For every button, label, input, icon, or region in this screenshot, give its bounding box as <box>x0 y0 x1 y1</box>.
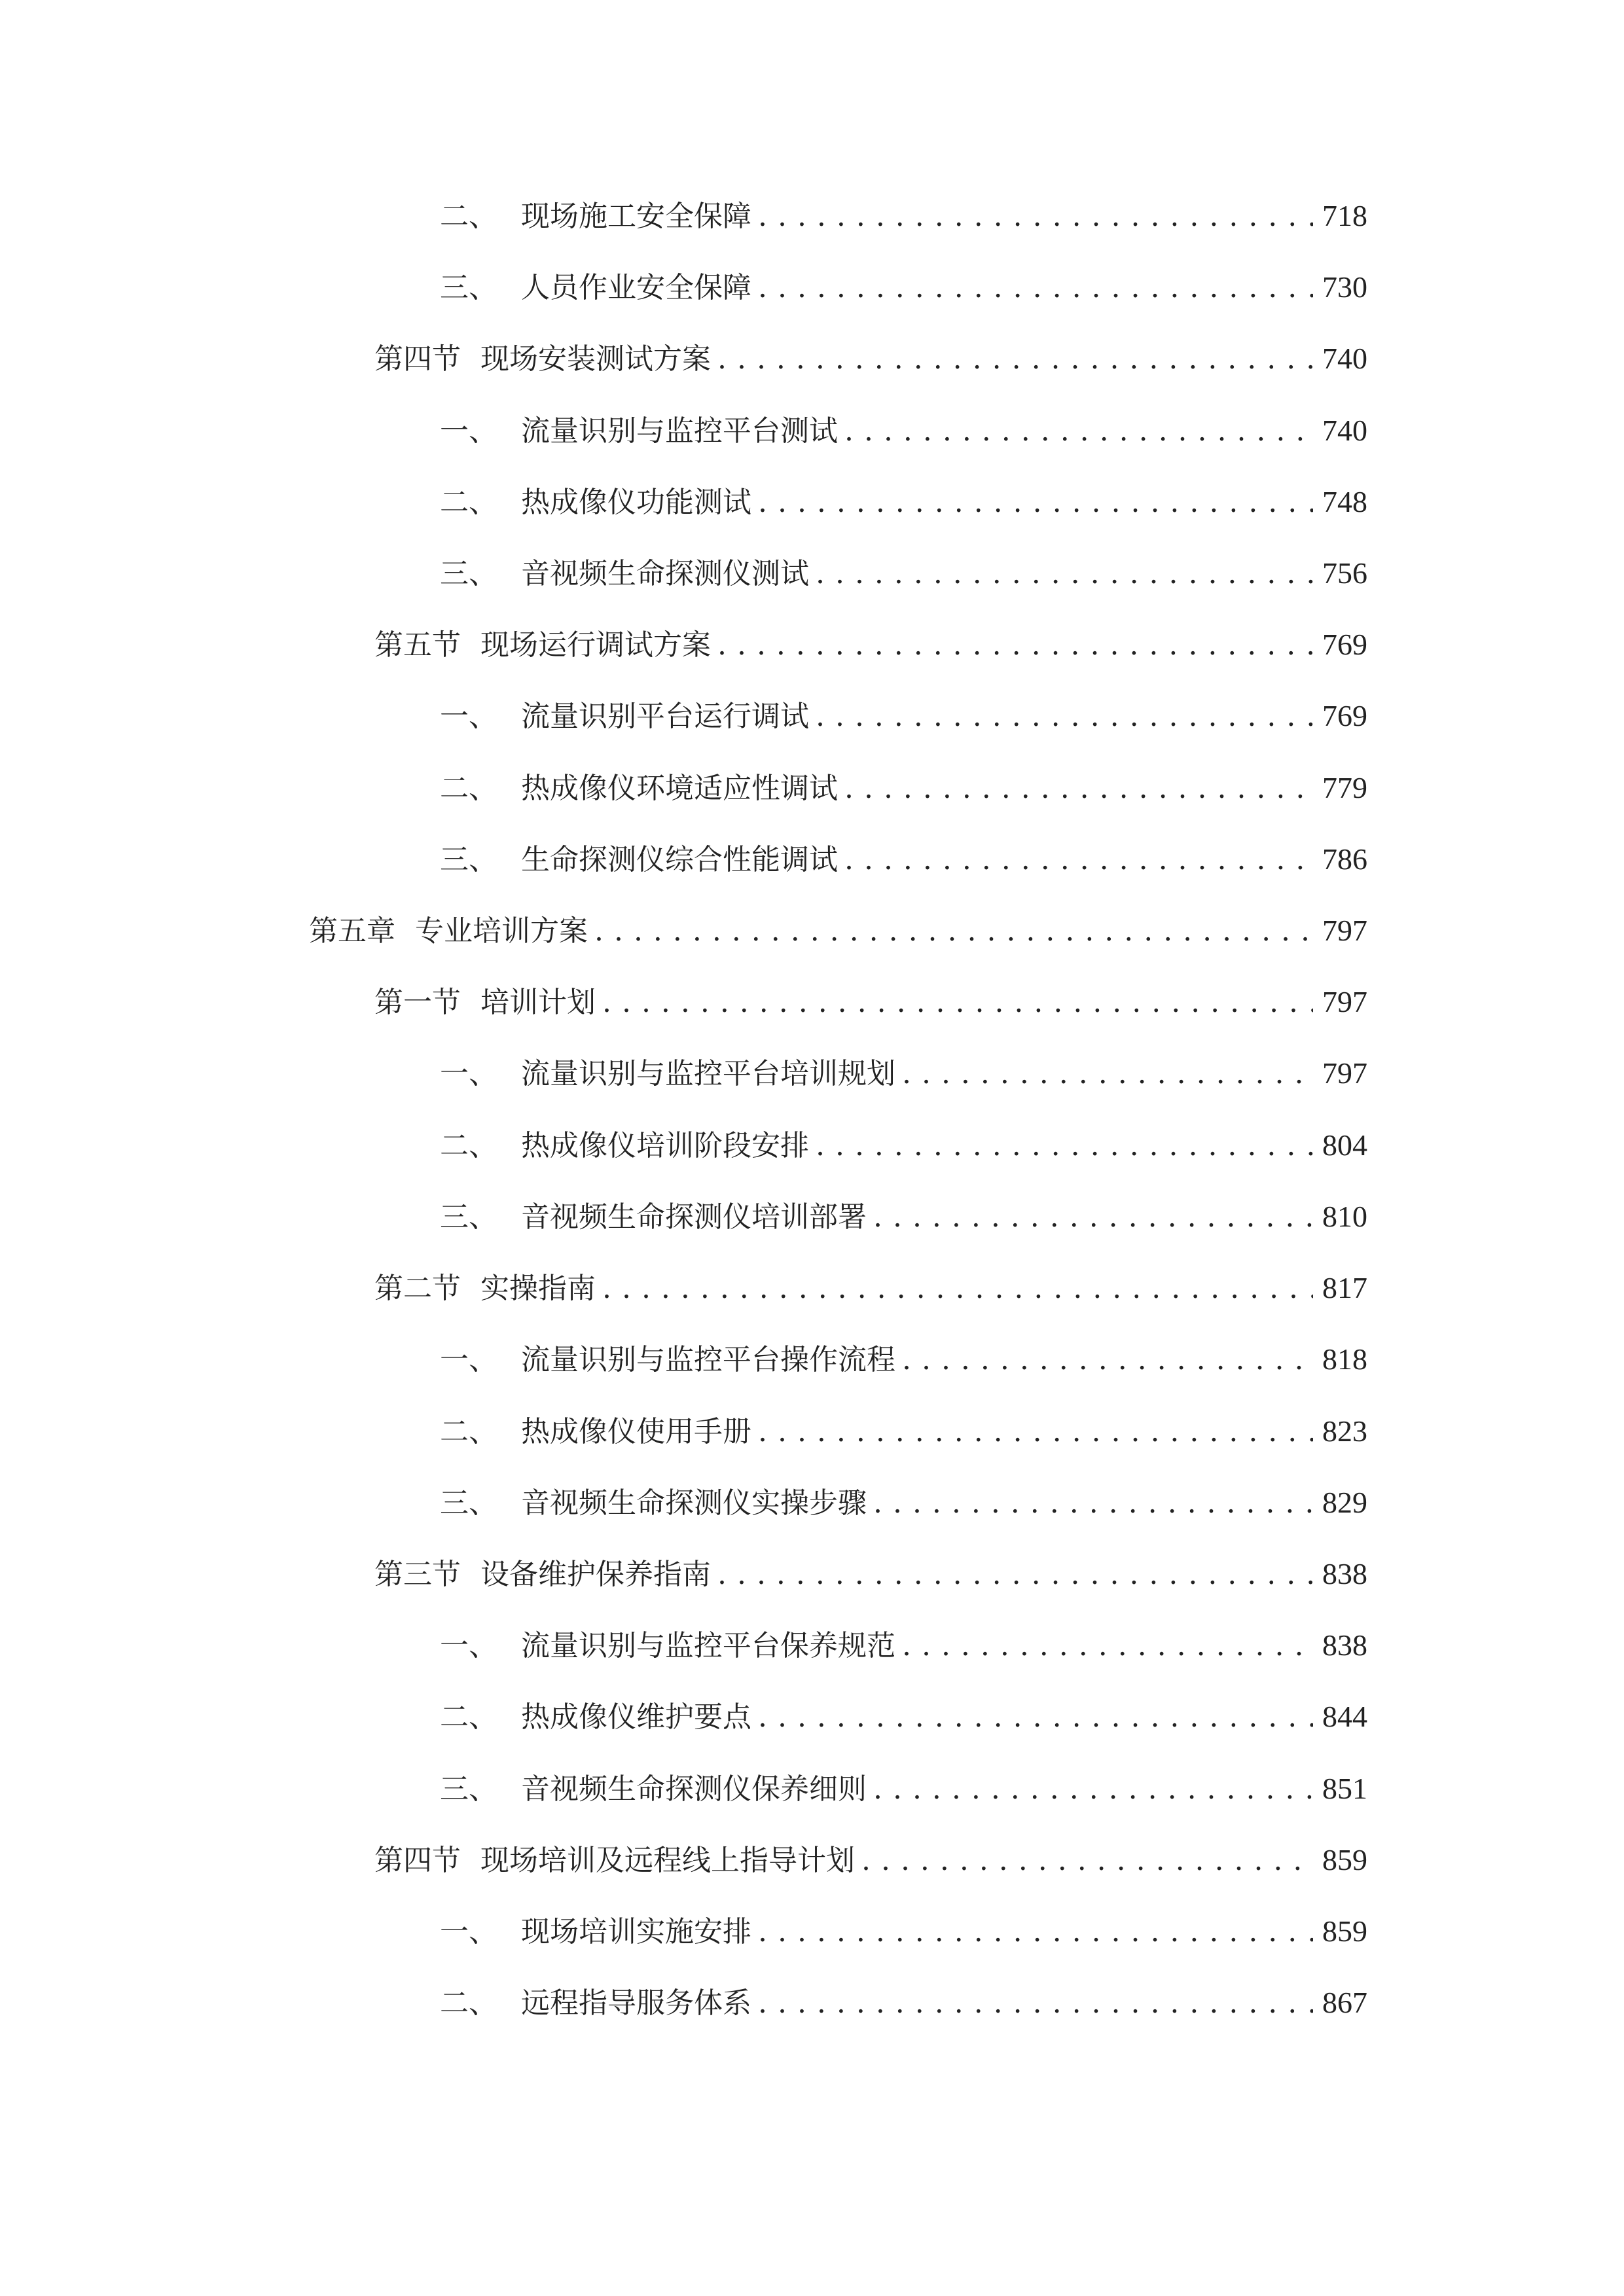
toc-entry-page: 797 <box>1322 1056 1367 1090</box>
toc-entry[interactable] <box>374 1554 1367 1594</box>
toc-entry-title: 热成像仪维护要点 <box>521 1700 751 1734</box>
dot-leader <box>873 1198 1313 1237</box>
toc-entry-page: 838 <box>1322 1557 1367 1590</box>
toc-entry-page: 756 <box>1322 556 1367 590</box>
toc-entry-number: 第三节 <box>374 1558 461 1591</box>
toc-entry-number: 三、 <box>440 1200 497 1234</box>
toc-entry[interactable] <box>374 1840 1367 1880</box>
toc-entry-number: 三、 <box>440 557 497 590</box>
dot-leader <box>816 1126 1313 1166</box>
toc-entry[interactable] <box>440 554 1367 593</box>
toc-entry-page: 829 <box>1322 1486 1367 1519</box>
toc-entry-title: 现场安装测试方案 <box>480 342 711 376</box>
toc-entry-title: 现场运行调试方案 <box>480 628 711 662</box>
dot-leader <box>758 1912 1313 1952</box>
toc-entry-title: 培训计划 <box>480 986 596 1019</box>
toc-entry-number: 三、 <box>440 271 497 304</box>
toc-entry-page: 851 <box>1322 1772 1367 1805</box>
toc-entry-page: 769 <box>1322 628 1367 661</box>
toc-entry-number: 二、 <box>440 1986 497 2020</box>
toc-entry-title: 热成像仪环境适应性调试 <box>521 772 838 805</box>
dot-leader <box>758 268 1313 308</box>
toc-entry-page: 797 <box>1322 985 1367 1018</box>
toc-entry-title: 热成像仪培训阶段安排 <box>521 1129 809 1162</box>
toc-entry-page: 823 <box>1322 1414 1367 1448</box>
toc-entry-page: 859 <box>1322 1843 1367 1876</box>
toc-entry-title: 热成像仪使用手册 <box>521 1415 751 1448</box>
dot-leader <box>844 769 1313 808</box>
dot-leader <box>758 1412 1313 1452</box>
dot-leader <box>602 1269 1313 1308</box>
toc-entry-number: 第五节 <box>374 628 461 662</box>
toc-entry-page: 769 <box>1322 699 1367 732</box>
dot-leader <box>902 1054 1313 1094</box>
toc-entry-page: 838 <box>1322 1628 1367 1662</box>
toc-entry-number: 一、 <box>440 1343 497 1376</box>
toc-entry-title: 专业培训方案 <box>415 914 588 948</box>
toc-entry-page: 740 <box>1322 342 1367 375</box>
toc-entry-title: 流量识别与监控平台测试 <box>521 414 838 448</box>
toc-entry[interactable] <box>440 1054 1367 1093</box>
toc-entry-number: 二、 <box>440 200 497 233</box>
toc-entry-page: 797 <box>1322 914 1367 947</box>
toc-entry[interactable] <box>440 482 1367 522</box>
toc-entry-number: 二、 <box>440 486 497 519</box>
toc-entry-title: 音视频生命探测仪保养细则 <box>521 1772 867 1806</box>
dot-leader <box>758 197 1313 236</box>
dot-leader <box>902 1626 1313 1666</box>
dot-leader <box>844 840 1313 880</box>
toc-entry-page: 859 <box>1322 1914 1367 1948</box>
toc-entry-title: 音视频生命探测仪培训部署 <box>521 1200 867 1234</box>
toc-entry-number: 二、 <box>440 772 497 805</box>
toc-entry[interactable] <box>440 1697 1367 1736</box>
toc-entry[interactable] <box>440 1769 1367 1808</box>
dot-leader <box>717 1555 1313 1594</box>
toc-entry[interactable] <box>440 268 1367 307</box>
toc-entry[interactable] <box>440 196 1367 236</box>
toc-entry-number: 二、 <box>440 1700 497 1734</box>
toc-entry-title: 现场培训实施安排 <box>521 1915 751 1948</box>
toc-entry-number: 第四节 <box>374 342 461 376</box>
toc-entry-title: 流量识别平台运行调试 <box>521 700 809 733</box>
toc-entry[interactable] <box>440 1912 1367 1951</box>
toc-entry-number: 一、 <box>440 1057 497 1090</box>
dot-leader <box>816 554 1313 594</box>
dot-leader <box>873 1484 1313 1523</box>
toc-entry-number: 一、 <box>440 414 497 448</box>
toc-entry-title: 流量识别与监控平台保养规范 <box>521 1629 895 1662</box>
dot-leader <box>861 1841 1313 1880</box>
toc-entry-number: 三、 <box>440 843 497 876</box>
toc-entry[interactable] <box>440 411 1367 450</box>
toc-entry-page: 844 <box>1322 1700 1367 1733</box>
toc-entry-number: 第一节 <box>374 986 461 1019</box>
dot-leader <box>717 340 1313 379</box>
toc-entry[interactable] <box>440 1340 1367 1379</box>
toc-entry-title: 生命探测仪综合性能调试 <box>521 843 838 876</box>
toc-entry[interactable] <box>309 911 1367 950</box>
toc-entry-page: 867 <box>1322 1986 1367 2019</box>
toc-entry-title: 热成像仪功能测试 <box>521 486 751 519</box>
toc-entry[interactable] <box>440 1483 1367 1522</box>
toc-entry-number: 一、 <box>440 1629 497 1662</box>
toc-entry-number: 三、 <box>440 1772 497 1806</box>
toc-entry-page: 818 <box>1322 1342 1367 1376</box>
toc-entry[interactable] <box>440 1412 1367 1451</box>
toc-entry-page: 740 <box>1322 414 1367 447</box>
toc-entry[interactable] <box>440 1626 1367 1665</box>
dot-leader <box>594 912 1313 951</box>
toc-entry-page: 786 <box>1322 842 1367 876</box>
toc-entry-page: 748 <box>1322 485 1367 518</box>
toc-entry-page: 718 <box>1322 199 1367 232</box>
toc-entry-number: 第四节 <box>374 1844 461 1877</box>
toc-entry-page: 817 <box>1322 1271 1367 1304</box>
toc-entry-page: 779 <box>1322 771 1367 804</box>
toc-entry[interactable] <box>440 1197 1367 1236</box>
toc-entry-title: 音视频生命探测仪实操步骤 <box>521 1486 867 1520</box>
dot-leader <box>758 1698 1313 1737</box>
toc-entry-number: 一、 <box>440 1915 497 1948</box>
toc-entry[interactable] <box>374 339 1367 378</box>
toc-entry-title: 实操指南 <box>480 1272 596 1305</box>
toc-entry-title: 现场培训及远程线上指导计划 <box>480 1844 855 1877</box>
toc-entry[interactable] <box>374 982 1367 1022</box>
toc-entry-page: 730 <box>1322 270 1367 304</box>
dot-leader <box>717 626 1313 665</box>
toc-entry-title: 流量识别与监控平台培训规划 <box>521 1057 895 1090</box>
dot-leader <box>844 412 1313 451</box>
toc-entry[interactable] <box>374 1268 1367 1308</box>
toc-entry-title: 流量识别与监控平台操作流程 <box>521 1343 895 1376</box>
dot-leader <box>602 983 1313 1022</box>
toc-entry[interactable] <box>374 625 1367 664</box>
toc-entry-title: 远程指导服务体系 <box>521 1986 751 2020</box>
toc-entry-number: 第五章 <box>309 914 395 948</box>
toc-entry-number: 二、 <box>440 1129 497 1162</box>
toc-entry[interactable] <box>440 1983 1367 2022</box>
toc-entry[interactable] <box>440 768 1367 808</box>
toc-entry-title: 设备维护保养指南 <box>480 1558 711 1591</box>
toc-entry-page: 804 <box>1322 1128 1367 1162</box>
toc-entry-title: 人员作业安全保障 <box>521 271 751 304</box>
dot-leader <box>902 1340 1313 1380</box>
toc-entry-number: 第二节 <box>374 1272 461 1305</box>
toc-entry-title: 音视频生命探测仪测试 <box>521 557 809 590</box>
toc-entry-number: 一、 <box>440 700 497 733</box>
dot-leader <box>816 697 1313 736</box>
dot-leader <box>758 1984 1313 2023</box>
toc-entry[interactable] <box>440 696 1367 736</box>
toc-entry[interactable] <box>440 840 1367 879</box>
dot-leader <box>758 483 1313 522</box>
toc-entry-page: 810 <box>1322 1200 1367 1233</box>
toc-entry-number: 三、 <box>440 1486 497 1520</box>
toc-entry-title: 现场施工安全保障 <box>521 200 751 233</box>
dot-leader <box>873 1770 1313 1809</box>
toc-entry[interactable] <box>440 1126 1367 1165</box>
toc-entry-number: 二、 <box>440 1415 497 1448</box>
